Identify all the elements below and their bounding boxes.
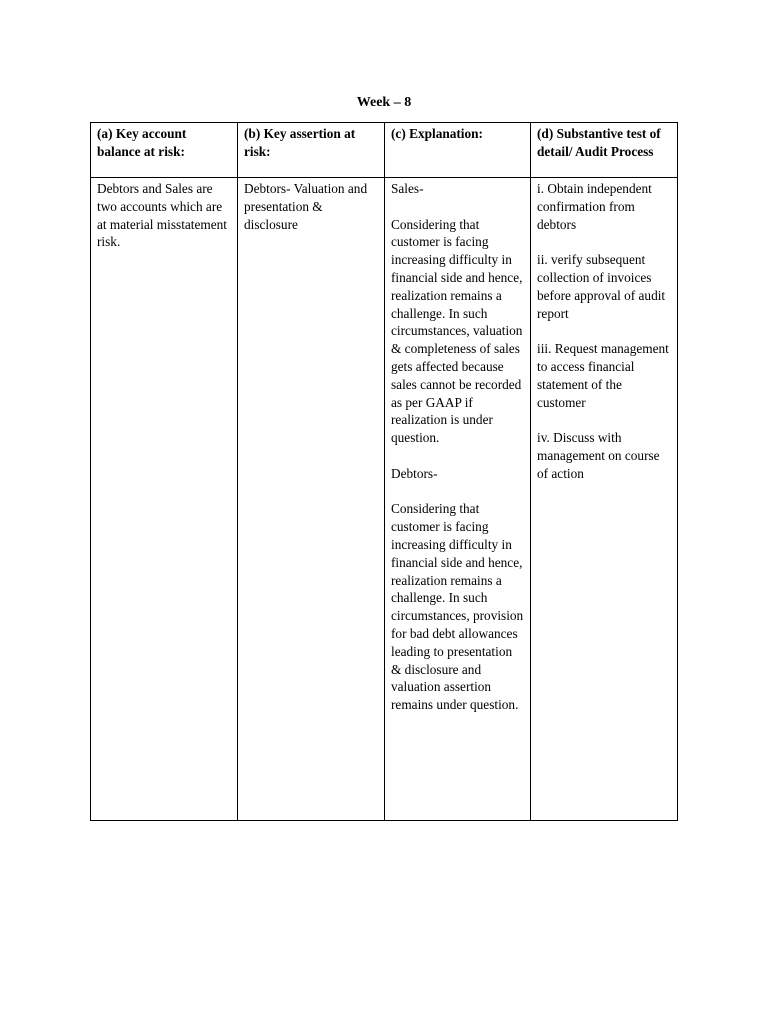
header-key-account: (a) Key account balance at risk: (91, 123, 238, 178)
header-substantive-test: (d) Substantive test of detail/ Audit Process (531, 123, 678, 178)
substantive-test-item: ii. verify subsequent collection of invoices before approval of audit report (537, 252, 666, 321)
audit-table (90, 122, 678, 821)
explanation-sales-heading: Sales- (391, 181, 424, 196)
header-key-assertion: (b) Key assertion at risk: (238, 123, 385, 178)
key-assertion-text: Debtors- Valuation and presentation & disclosure (244, 181, 368, 232)
explanation-debtors-text: Considering that customer is facing increasing difficulty in financial side and hence, realization remains a challenge. In such circumstances, provision for bad debt allowances leading to presentation & disclosure and valuation assertion remains under question. (391, 501, 524, 713)
page-title: Week – 8 (356, 95, 412, 110)
table-header-row (91, 123, 678, 178)
substantive-test-item: iv. Discuss with management on course of action (537, 430, 660, 481)
cell-key-account (91, 178, 238, 821)
cell-explanation (385, 178, 531, 821)
key-account-text: Debtors and Sales are two accounts which are at material misstatement risk. (97, 181, 227, 250)
explanation-sales-text: Considering that customer is facing increasing difficulty in financial side and hence, realization remains a challenge. In such circumstances, valuation & completeness of sales gets affected because sales cannot be recorded as per GAAP if realization is under question. (391, 216, 523, 446)
substantive-test-item: i. Obtain independent confirmation from debtors (537, 181, 652, 232)
header-explanation: (c) Explanation: (385, 123, 531, 178)
cell-substantive-test (531, 178, 678, 821)
substantive-test-item: iii. Request management to access financial statement of the customer (537, 341, 669, 410)
explanation-debtors-heading: Debtors- (391, 465, 438, 481)
cell-key-assertion (238, 178, 385, 821)
table-row (91, 178, 678, 821)
